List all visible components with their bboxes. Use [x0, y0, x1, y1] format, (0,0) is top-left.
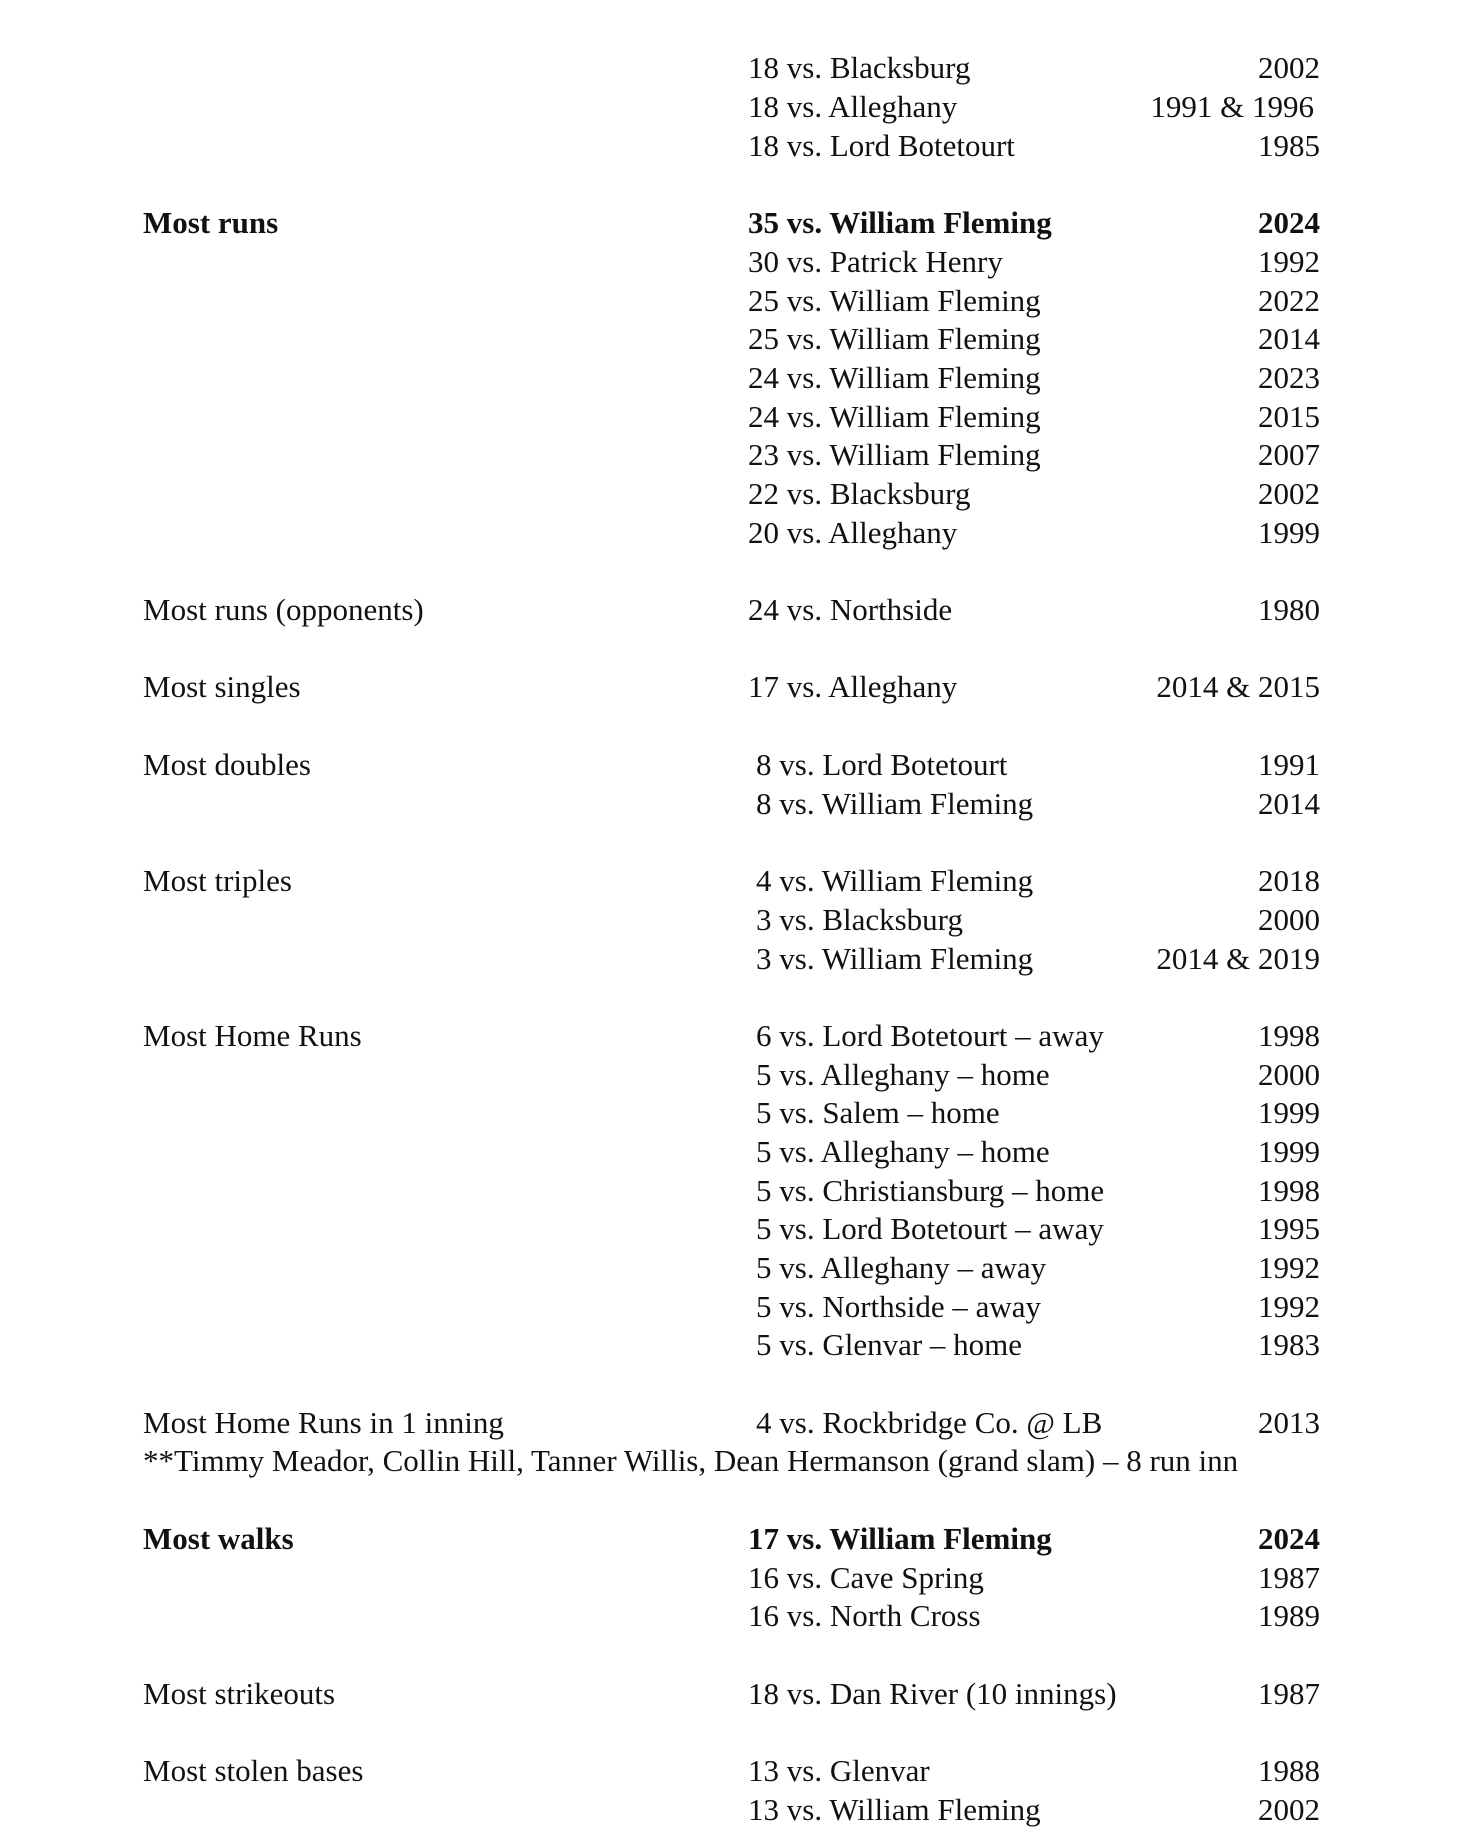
record-category: Most runs: [143, 205, 279, 240]
record-category: Most stolen bases: [143, 1753, 364, 1788]
record-row: [0, 1558, 1468, 1598]
record-game: 13 vs. Glenvar: [748, 1753, 930, 1788]
record-year: 2014: [1258, 321, 1320, 356]
record-row: [0, 48, 1468, 88]
record-row: [0, 1674, 1468, 1714]
record-game: 5 vs. Salem – home: [756, 1095, 1000, 1130]
record-year: 2000: [1258, 1057, 1320, 1092]
record-row: [0, 1519, 1468, 1559]
record-game: 5 vs. Christiansburg – home: [756, 1173, 1105, 1208]
record-year: 2002: [1258, 1792, 1320, 1827]
record-row: [0, 1093, 1468, 1133]
record-year: 2023: [1258, 360, 1320, 395]
record-game: 20 vs. Alleghany: [748, 515, 958, 550]
record-game: 3 vs. William Fleming: [756, 941, 1034, 976]
record-game: 24 vs. Northside: [748, 592, 953, 627]
record-game: 5 vs. Northside – away: [756, 1289, 1041, 1324]
record-game: 5 vs. Alleghany – home: [756, 1057, 1050, 1092]
record-year: 1989: [1258, 1598, 1320, 1633]
record-game: 5 vs. Alleghany – home: [756, 1134, 1050, 1169]
record-row: [0, 397, 1468, 437]
record-game: 23 vs. William Fleming: [748, 437, 1041, 472]
record-year: 2014: [1258, 786, 1320, 821]
record-year: 1988: [1258, 1753, 1320, 1788]
record-row: [0, 281, 1468, 321]
record-year: 1991: [1258, 747, 1320, 782]
record-game: 5 vs. Alleghany – away: [756, 1250, 1047, 1285]
record-row: [0, 1171, 1468, 1211]
record-game: 18 vs. Lord Botetourt: [748, 128, 1015, 163]
record-year: 1992: [1258, 244, 1320, 279]
record-row: [0, 1790, 1468, 1830]
record-year: 2014 & 2019: [1156, 941, 1320, 976]
record-category: Most singles: [143, 669, 301, 704]
record-game: 22 vs. Blacksburg: [748, 476, 971, 511]
record-year: 1991 & 1996: [1150, 89, 1314, 124]
record-game: 17 vs. William Fleming: [748, 1521, 1052, 1556]
record-year: 2024: [1258, 205, 1320, 240]
record-row: [0, 319, 1468, 359]
record-game: 25 vs. William Fleming: [748, 321, 1041, 356]
record-category: Most runs (opponents): [143, 592, 424, 627]
record-year: 2022: [1258, 283, 1320, 318]
record-note: **Timmy Meador, Collin Hill, Tanner Willis, Dean Hermanson (grand slam) – 8 run inn: [143, 1443, 1239, 1478]
record-row: [0, 939, 1468, 979]
record-game: 24 vs. William Fleming: [748, 399, 1041, 434]
record-row: [0, 358, 1468, 398]
record-year: 2007: [1258, 437, 1320, 472]
record-year: 1995: [1258, 1211, 1320, 1246]
record-game: 16 vs. Cave Spring: [748, 1560, 984, 1595]
record-row: [0, 87, 1468, 127]
record-row: [0, 435, 1468, 475]
record-row: [0, 513, 1468, 553]
record-year: 1983: [1258, 1327, 1320, 1362]
record-year: 1992: [1258, 1289, 1320, 1324]
record-row: [0, 667, 1468, 707]
record-row: [0, 1209, 1468, 1249]
record-year: 1987: [1258, 1676, 1320, 1711]
record-row: [0, 1596, 1468, 1636]
record-year: 2014 & 2015: [1156, 669, 1320, 704]
record-game: 5 vs. Glenvar – home: [756, 1327, 1023, 1362]
record-row: [0, 1403, 1468, 1443]
record-year: 1999: [1258, 515, 1320, 550]
record-year: 1987: [1258, 1560, 1320, 1595]
record-year: 2000: [1258, 902, 1320, 937]
record-game: 35 vs. William Fleming: [748, 205, 1052, 240]
record-game: 30 vs. Patrick Henry: [748, 244, 1003, 279]
record-year: 2002: [1258, 476, 1320, 511]
record-game: 8 vs. William Fleming: [756, 786, 1034, 821]
record-game: 18 vs. Alleghany: [748, 89, 958, 124]
record-game: 4 vs. William Fleming: [756, 863, 1034, 898]
record-game: 3 vs. Blacksburg: [756, 902, 963, 937]
record-row: [0, 242, 1468, 282]
record-year: 1985: [1258, 128, 1320, 163]
record-game: 25 vs. William Fleming: [748, 283, 1041, 318]
record-row: [0, 1325, 1468, 1365]
record-year: 2002: [1258, 50, 1320, 85]
record-game: 18 vs. Dan River (10 innings): [748, 1676, 1117, 1711]
record-year: 2024: [1258, 1521, 1320, 1556]
record-row: [0, 1248, 1468, 1288]
record-year: 2013: [1258, 1405, 1320, 1440]
record-category: Most Home Runs: [143, 1018, 362, 1053]
record-row: [0, 900, 1468, 940]
record-game: 5 vs. Lord Botetourt – away: [756, 1211, 1104, 1246]
record-game: 8 vs. Lord Botetourt: [756, 747, 1008, 782]
record-year: 1999: [1258, 1095, 1320, 1130]
record-row: [0, 590, 1468, 630]
record-year: 1999: [1258, 1134, 1320, 1169]
record-row: [0, 126, 1468, 166]
record-game: 17 vs. Alleghany: [748, 669, 958, 704]
record-game: 4 vs. Rockbridge Co. @ LB: [756, 1405, 1103, 1440]
record-row: [0, 861, 1468, 901]
record-category: Most triples: [143, 863, 292, 898]
record-year: 2018: [1258, 863, 1320, 898]
record-row: [0, 1132, 1468, 1172]
record-row: [0, 784, 1468, 824]
record-row: [0, 203, 1468, 243]
record-row: [0, 474, 1468, 514]
record-row: [0, 1287, 1468, 1327]
record-category: Most doubles: [143, 747, 311, 782]
record-row: [0, 1751, 1468, 1791]
record-category: Most strikeouts: [143, 1676, 336, 1711]
record-category: Most Home Runs in 1 inning: [143, 1405, 504, 1440]
record-game: 18 vs. Blacksburg: [748, 50, 971, 85]
record-year: 1980: [1258, 592, 1320, 627]
record-row: [0, 1016, 1468, 1056]
record-year: 1998: [1258, 1018, 1320, 1053]
record-row: [0, 1055, 1468, 1095]
record-game: 6 vs. Lord Botetourt – away: [756, 1018, 1104, 1053]
record-row: [0, 745, 1468, 785]
record-game: 13 vs. William Fleming: [748, 1792, 1041, 1827]
record-game: 16 vs. North Cross: [748, 1598, 981, 1633]
record-game: 24 vs. William Fleming: [748, 360, 1041, 395]
record-year: 2015: [1258, 399, 1320, 434]
record-year: 1998: [1258, 1173, 1320, 1208]
record-year: 1992: [1258, 1250, 1320, 1285]
record-category: Most walks: [143, 1521, 294, 1556]
